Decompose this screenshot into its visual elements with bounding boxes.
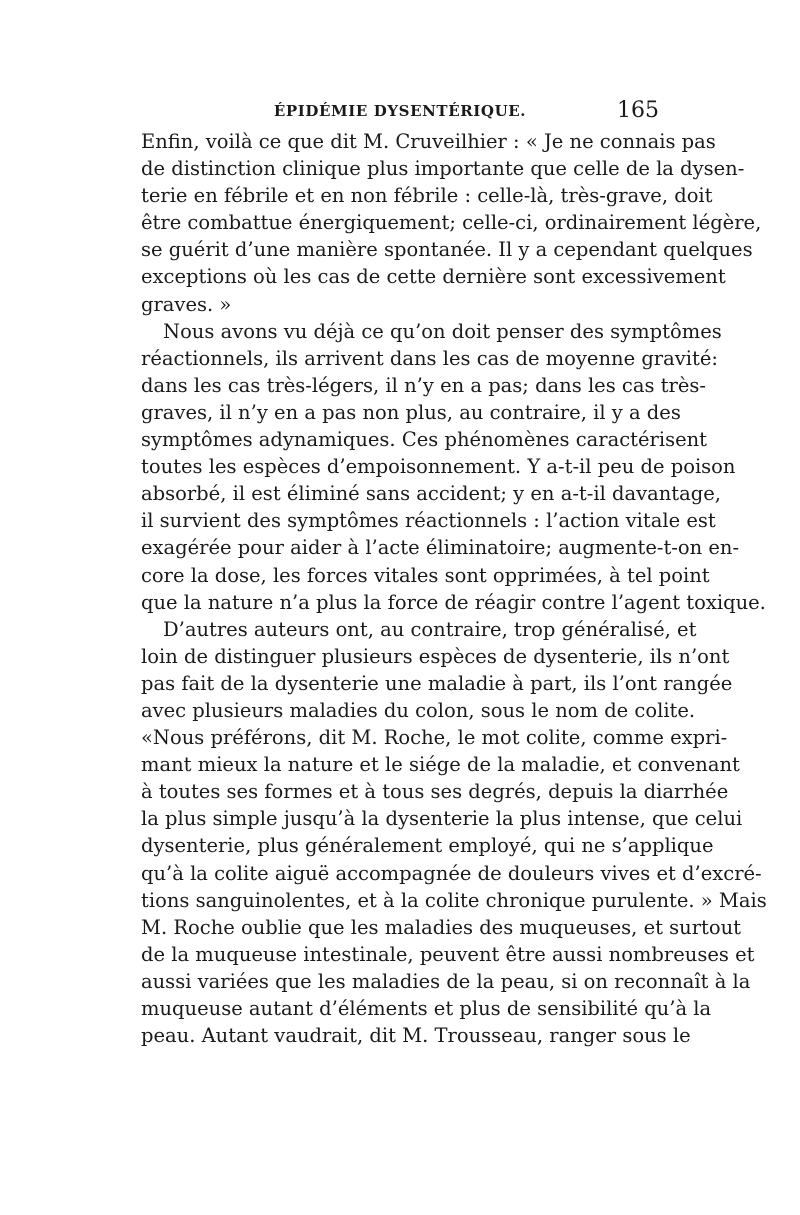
text-line: dans les cas très-légers, il n’y en a pas; dans les cas très- bbox=[141, 373, 706, 397]
text-line: réactionnels, ils arrivent dans les cas de moyenne gravité: bbox=[141, 346, 718, 370]
text-line: exagérée pour aider à l’acte éliminatoire; augmente-t-on en- bbox=[141, 536, 740, 560]
text-line: M. Roche oublie que les maladies des muqueuses, et surtout bbox=[141, 915, 742, 939]
text-line: la plus simple jusqu’à la dysenterie la plus intense, que celui bbox=[141, 807, 743, 831]
running-title: ÉPIDÉMIE DYSENTÉRIQUE. bbox=[273, 102, 527, 120]
text-line: se guérit d’une manière spontanée. Il y a cependant quelques bbox=[141, 238, 753, 262]
text-line: qu’à la colite aiguë accompagnée de douleurs vives et d’excré- bbox=[141, 861, 762, 885]
text-line: loin de distinguer plusieurs espèces de dysenterie, ils n’ont bbox=[141, 644, 730, 668]
text-line: Enfin, voilà ce que dit M. Cruveilhier : « Je ne connais pas bbox=[141, 130, 716, 153]
text-line: de distinction clinique plus importante que celle de la dysen- bbox=[141, 157, 745, 181]
text-line: symptômes adynamiques. Ces phénomènes caractérisent bbox=[141, 428, 708, 452]
text-line: tions sanguinolentes, et à la colite chronique purulente. » Mais bbox=[141, 888, 767, 912]
text-line: dysenterie, plus généralement employé, qui ne s’applique bbox=[141, 834, 714, 858]
text-line: exceptions où les cas de cette dernière sont excessivement bbox=[141, 265, 726, 289]
text-line: pas fait de la dysenterie une maladie à part, ils l’ont rangée bbox=[141, 671, 733, 695]
text-line: à toutes ses formes et à tous ses degrés, depuis la diarrhée bbox=[141, 780, 729, 804]
text-line: graves, il n’y en a pas non plus, au contraire, il y a des bbox=[141, 400, 681, 424]
text-line: de la muqueuse intestinale, peuvent être aussi nombreuses et bbox=[141, 942, 755, 966]
text-line: mant mieux la nature et le siége de la maladie, et convenant bbox=[141, 753, 740, 777]
text-line: Nous avons vu déjà ce qu’on doit penser des symptômes bbox=[163, 319, 722, 343]
text-line: muqueuse autant d’éléments et plus de sensibilité qu’à la bbox=[141, 997, 712, 1020]
text-line: que la nature n’a plus la force de réagir contre l’agent toxique. bbox=[141, 590, 766, 614]
text-line: il survient des symptômes réactionnels : l’action vitale est bbox=[141, 509, 716, 533]
page-body bbox=[141, 128, 767, 1049]
text-line: terie en fébrile et en non fébrile : celle-là, très-grave, doit bbox=[141, 184, 713, 208]
text-line: toutes les espèces d’empoisonnement. Y a-t-il peu de poison bbox=[141, 455, 736, 479]
text-line: graves. » bbox=[141, 292, 232, 316]
text-line: aussi variées que les maladies de la peau, si on reconnaît à la bbox=[141, 969, 751, 993]
page-header bbox=[141, 98, 659, 128]
text-line: avec plusieurs maladies du colon, sous le nom de colite. bbox=[141, 698, 696, 722]
text-line: D’autres auteurs ont, au contraire, trop généralisé, et bbox=[163, 617, 697, 641]
text-line: être combattue énergiquement; celle-ci, ordinairement légère, bbox=[141, 211, 762, 235]
text-line: peau. Autant vaudrait, dit M. Trousseau, ranger sous le bbox=[141, 1024, 691, 1048]
text-line: «Nous préférons, dit M. Roche, le mot colite, comme expri- bbox=[141, 726, 728, 750]
text-line: core la dose, les forces vitales sont opprimées, à tel point bbox=[141, 563, 710, 587]
page-number: 165 bbox=[617, 98, 659, 123]
text-line: absorbé, il est éliminé sans accident; y en a-t-il davantage, bbox=[141, 482, 721, 506]
